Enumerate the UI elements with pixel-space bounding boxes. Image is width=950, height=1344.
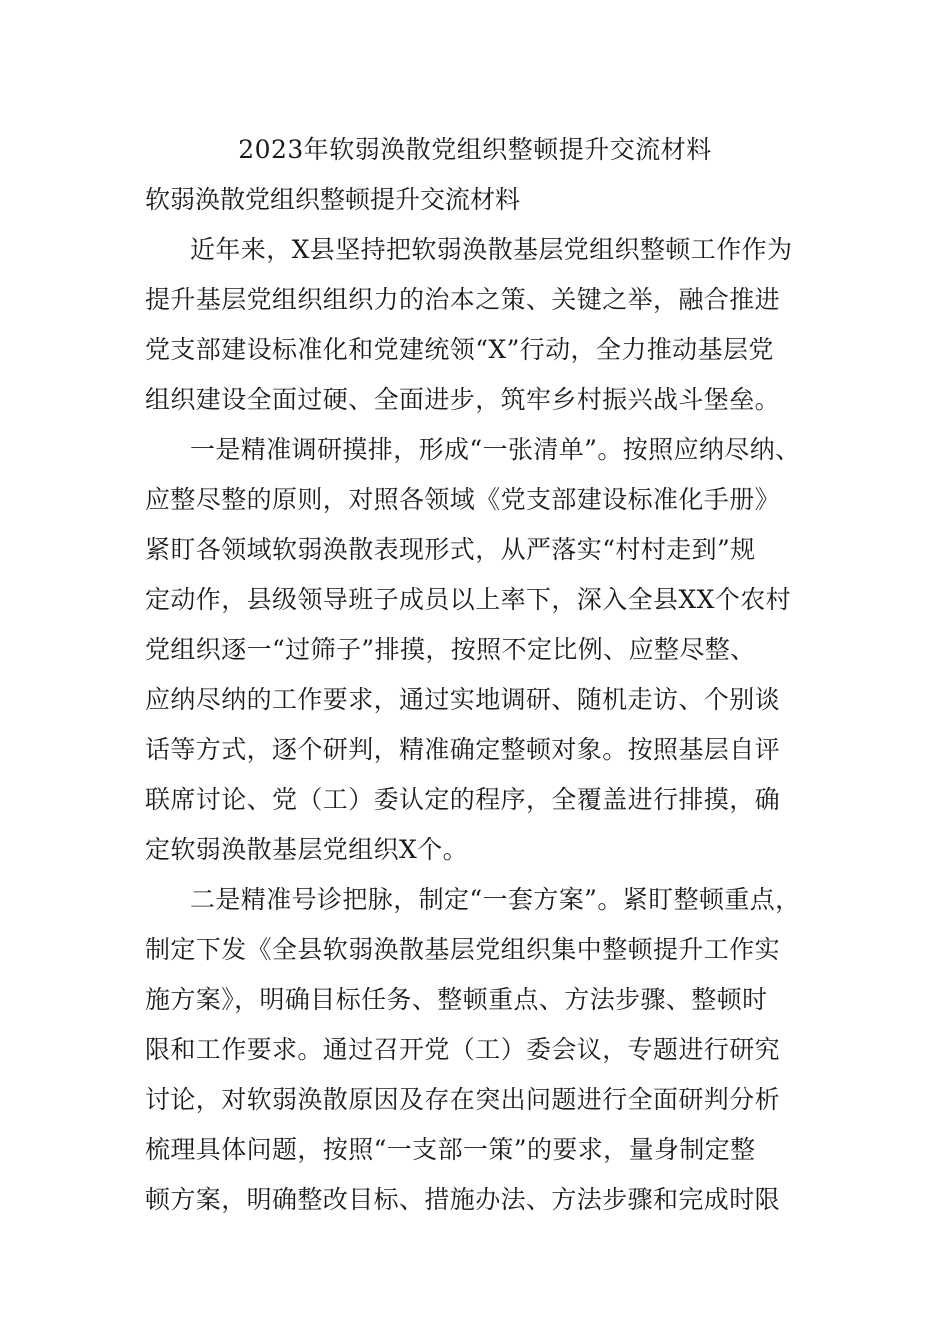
section-two-line: 二是精准号诊把脉，制定“一套方案”。紧盯整顿重点， xyxy=(190,885,801,914)
section-two-line: 施方案》，明确目标任务、整顿重点、方法步骤、整顿时 xyxy=(145,985,768,1014)
section-one-line: 党组织逐一“过筛子”排摸，按照不定比例、应整尽整、 xyxy=(145,635,756,664)
section-one-line: 定软弱涣散基层党组织X个。 xyxy=(145,835,468,864)
section-one-line: 应整尽整的原则，对照各领域《党支部建设标准化手册》 xyxy=(145,485,781,514)
document-body xyxy=(145,230,835,1230)
document-title: 2023年软弱涣散党组织整顿提升交流材料 xyxy=(238,135,712,164)
section-two-line: 顿方案，明确整改目标、措施办法、方法步骤和完成时限 xyxy=(145,1185,781,1214)
section-one-line: 一是精准调研摸排，形成“一张清单”。按照应纳尽纳、 xyxy=(190,435,801,464)
intro-line: 提升基层党组织组织力的治本之策、关键之举，融合推进 xyxy=(145,285,781,314)
intro-line: 近年来，X县坚持把软弱涣散基层党组织整顿工作作为 xyxy=(190,235,793,264)
document-subtitle: 软弱涣散党组织整顿提升交流材料 xyxy=(145,185,521,214)
section-two-line: 限和工作要求。通过召开党（工）委会议，专题进行研究 xyxy=(145,1035,781,1064)
section-one-line: 联席讨论、党（工）委认定的程序，全覆盖进行排摸，确 xyxy=(145,785,781,814)
section-one-line: 紧盯各领域软弱涣散表现形式，从严落实“村村走到”规 xyxy=(145,535,756,564)
section-two-line: 讨论，对软弱涣散原因及存在突出问题进行全面研判分析 xyxy=(145,1085,781,1114)
section-two-line: 制定下发《全县软弱涣散基层党组织集中整顿提升工作实 xyxy=(145,935,781,964)
intro-line: 党支部建设标准化和党建统领“X”行动，全力推动基层党 xyxy=(145,335,774,364)
intro-line: 组织建设全面过硬、全面进步，筑牢乡村振兴战斗堡垒。 xyxy=(145,385,781,414)
section-one-line: 应纳尽纳的工作要求，通过实地调研、随机走访、个别谈 xyxy=(145,685,781,714)
section-one-line: 定动作，县级领导班子成员以上率下，深入全县XX个农村 xyxy=(145,585,791,614)
section-two-line: 梳理具体问题，按照“一支部一策”的要求，量身制定整 xyxy=(145,1135,756,1164)
section-one-line: 话等方式，逐个研判，精准确定整顿对象。按照基层自评 xyxy=(145,735,781,764)
